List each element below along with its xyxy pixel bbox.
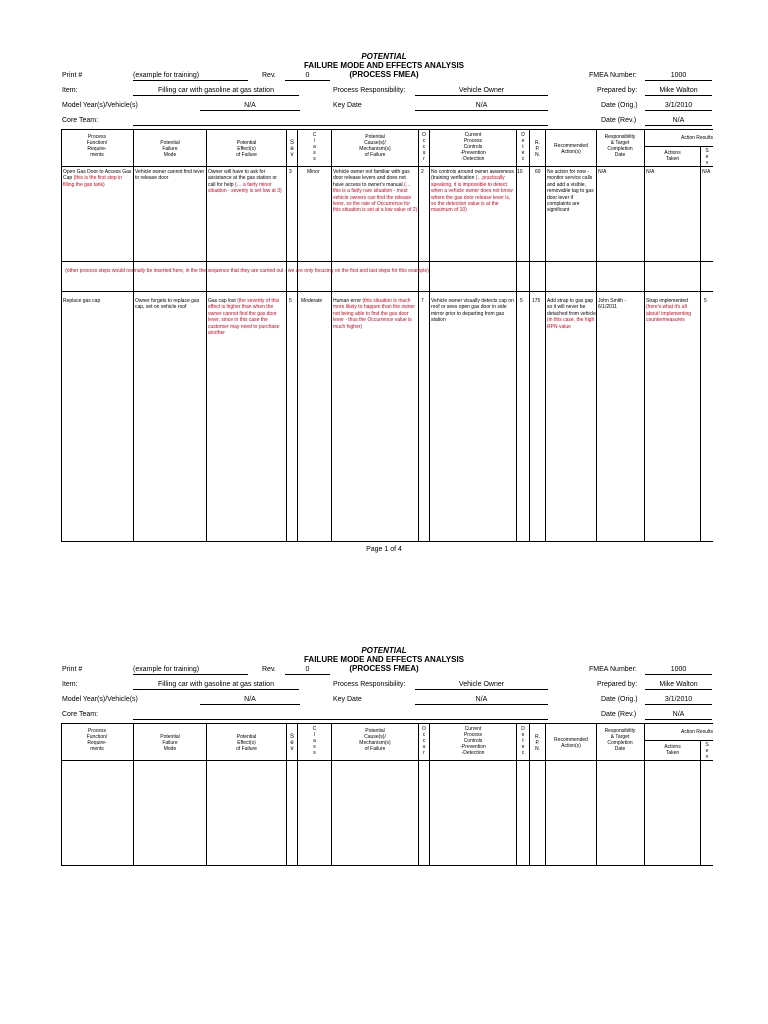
date-rev-label-2: Date (Rev.): [601, 711, 637, 718]
r1-detec: 10: [517, 169, 523, 175]
r2-actions-taken: Strap implemented (here's what it's all about! implementing countermeasures: [646, 298, 692, 324]
r2-effects: Gas cap lost (the severity of this effect is higher than when the owner cannot find the gas door lever, since in this case the customer may need to purchase another: [208, 298, 280, 337]
r2-detec: 5: [520, 298, 523, 304]
key-date-value-2: N/A: [415, 695, 548, 705]
col-process: Process Function/ Require- ments: [86, 134, 108, 158]
core-team-label-2: Core Team:: [62, 711, 99, 718]
prepared-by-value: Mike Walton: [645, 86, 712, 96]
r2-controls: Vehicle owner visually detects cap on roof or sees open gas door in side mirror prior to departing from gas station: [431, 298, 514, 324]
fmea-number-value-2: 1000: [645, 665, 712, 675]
process-resp-label-2: Process Responsibility:: [333, 681, 406, 688]
print-label: Print #: [62, 72, 83, 79]
process-resp-label: Process Responsibility:: [333, 87, 406, 94]
r2-res-sev: 5: [704, 298, 707, 304]
col-recommended-2: Recommended Action(s): [554, 737, 588, 749]
r2-class: Moderate: [301, 298, 323, 304]
col-causes-2: Potential Cause(s)/ Mechanism(s) of Failure: [359, 728, 391, 752]
date-rev-value: N/A: [645, 116, 712, 126]
form-title: POTENTIAL FAILURE MODE AND EFFECTS ANALYSIS (PROCESS FMEA): [303, 52, 464, 79]
core-team-label: Core Team:: [62, 117, 99, 124]
fmea-page-2: [0, 594, 768, 874]
r1-controls: No controls around owner awareness (training verification (…practically speaking, it is impossible to detect when a vehicle owner does not know where the gas door release lever is, so the detection value is at the maximum of 10): [431, 169, 514, 214]
middle-note: (other process steps would normally be inserted here, in the the sequence that they are carried out - we are only focusing on the first and last steps for this example): [65, 268, 429, 274]
item-value: Filling car with gasoline at gas station: [133, 86, 299, 96]
col-class-2: C l a s s: [312, 726, 317, 756]
rev-value-2: 0: [285, 665, 330, 675]
col-occur: O c c u r: [422, 132, 426, 162]
r2-recommended: Add strap to gas gap so it will never be detached from vehicle (in this case, the high RPN value: [547, 298, 596, 330]
rev-value: 0: [285, 71, 330, 81]
date-rev-value-2: N/A: [645, 710, 712, 720]
item-label-2: Item:: [62, 681, 78, 688]
col-class: C l a s s: [312, 132, 317, 162]
col-rpn-2: R. P. N.: [535, 734, 540, 752]
r1-class: Minor: [307, 169, 320, 175]
r2-responsibility: John Smith - 6/1/2011: [598, 298, 627, 311]
r1-failure-mode: Vehicle owner cannot find lever to release door: [135, 169, 205, 182]
item-label: Item:: [62, 87, 78, 94]
fmea-table: [61, 129, 713, 542]
col-responsibility: Responsibility & Target Completion Date: [604, 134, 636, 158]
col-res-sev-2: S e v: [705, 742, 709, 760]
col-actions-taken: Actions Taken: [664, 150, 681, 162]
col-failure-mode-2: Potential Failure Mode: [160, 734, 180, 752]
col-process-2: Process Function/ Require- ments: [86, 728, 108, 752]
r2-process: Replace gas cap: [63, 298, 101, 304]
col-controls: Current Process Controls -Prevention -Detection: [460, 132, 486, 162]
key-date-value: N/A: [415, 101, 548, 111]
col-causes: Potential Cause(s)/ Mechanism(s) of Failure: [359, 134, 391, 158]
col-action-results: Action Results: [681, 135, 713, 141]
col-recommended: Recommended Action(s): [554, 143, 588, 155]
col-action-results-2: Action Results: [681, 729, 713, 735]
page-number: Page 1 of 4: [366, 546, 402, 553]
col-responsibility-2: Responsibility & Target Completion Date: [604, 728, 636, 752]
r1-process: Open Gas Door to Access Gas Cap (this is the first step in filling the gas tank): [63, 169, 132, 188]
r1-causes: Vehicle owner not familiar with gas door release levers and does not have access to owner's manual (…this is a fairly rare situation - most vehicle owners can find the release lever, so the rate of Occurrence for this situation is set at a low value of 2): [333, 169, 418, 214]
r1-occur: 2: [421, 169, 424, 175]
item-value-2: Filling car with gasoline at gas station: [133, 680, 299, 690]
r2-sev: 5: [289, 298, 292, 304]
col-sev: S e v: [289, 140, 294, 158]
model-label: Model Year(s)/Vehicle(s): [62, 102, 138, 109]
prepared-by-value-2: Mike Walton: [645, 680, 712, 690]
date-orig-value-2: 3/1/2010: [645, 695, 712, 705]
r2-occur: 7: [421, 298, 424, 304]
print-value-2: (example for training): [133, 665, 248, 675]
col-effects-2: Potential Effect(s) of Failure: [236, 734, 257, 752]
core-team-value: [133, 116, 548, 126]
date-rev-label: Date (Rev.): [601, 117, 637, 124]
fmea-number-label: FMEA Number:: [589, 72, 637, 79]
r1-rpn: 60: [535, 169, 541, 175]
rev-label: Rev.: [262, 72, 276, 79]
col-detec-2: D e t e c: [521, 726, 525, 756]
col-actions-taken-2: Actions Taken: [664, 744, 681, 756]
r1-sev: 3: [289, 169, 292, 175]
model-value: N/A: [200, 101, 300, 111]
prepared-by-label-2: Prepared by:: [597, 681, 638, 688]
col-occur-2: O c c u r: [422, 726, 426, 756]
col-sev-2: S e v: [289, 734, 294, 752]
rev-label-2: Rev.: [262, 666, 276, 673]
col-controls-2: Current Process Controls -Prevention -Detection: [460, 726, 486, 756]
date-orig-value: 3/1/2010: [645, 101, 712, 111]
key-date-label-2: Key Date: [333, 696, 362, 703]
fmea-number-label-2: FMEA Number:: [589, 666, 637, 673]
fmea-table-2: [61, 723, 713, 866]
r1-actions-taken: N/A: [646, 169, 655, 175]
date-orig-label-2: Date (Orig.): [601, 696, 638, 703]
fmea-number-value: 1000: [645, 71, 712, 81]
r2-causes: Human error (this situation is much more likely to happen than the owner not being able to find the gas door lever - thus the Occurrence value is much higher): [333, 298, 415, 330]
col-detec: D e t e c: [521, 132, 525, 162]
r2-failure-mode: Owner forgets to replace gas cap, set on vehicle roof: [135, 298, 200, 311]
print-value: (example for training): [133, 71, 248, 81]
r1-responsibility: N/A: [598, 169, 607, 175]
col-rpn: R. P. N.: [535, 140, 540, 158]
key-date-label: Key Date: [333, 102, 362, 109]
r1-res-sev: N/A: [702, 169, 711, 175]
model-label-2: Model Year(s)/Vehicle(s): [62, 696, 138, 703]
prepared-by-label: Prepared by:: [597, 87, 638, 94]
model-value-2: N/A: [200, 695, 300, 705]
r1-effects: Owner will have to ask for assistance at the gas station or call for help (… a fairly minor situation - severity is set low at 3): [208, 169, 282, 195]
col-effects: Potential Effect(s) of Failure: [236, 140, 257, 158]
core-team-value-2: [133, 710, 548, 720]
r2-rpn: 175: [532, 298, 541, 304]
date-orig-label: Date (Orig.): [601, 102, 638, 109]
r1-recommended: No action for now - monitor service calls and add a visible, removable tag to gas door lever if complaints are significant: [547, 169, 594, 214]
col-res-sev: S e v: [705, 148, 709, 166]
form-title-2: POTENTIAL FAILURE MODE AND EFFECTS ANALYSIS (PROCESS FMEA): [303, 646, 464, 673]
process-resp-value-2: Vehicle Owner: [415, 680, 548, 690]
print-label-2: Print #: [62, 666, 83, 673]
process-resp-value: Vehicle Owner: [415, 86, 548, 96]
col-failure-mode: Potential Failure Mode: [160, 140, 180, 158]
